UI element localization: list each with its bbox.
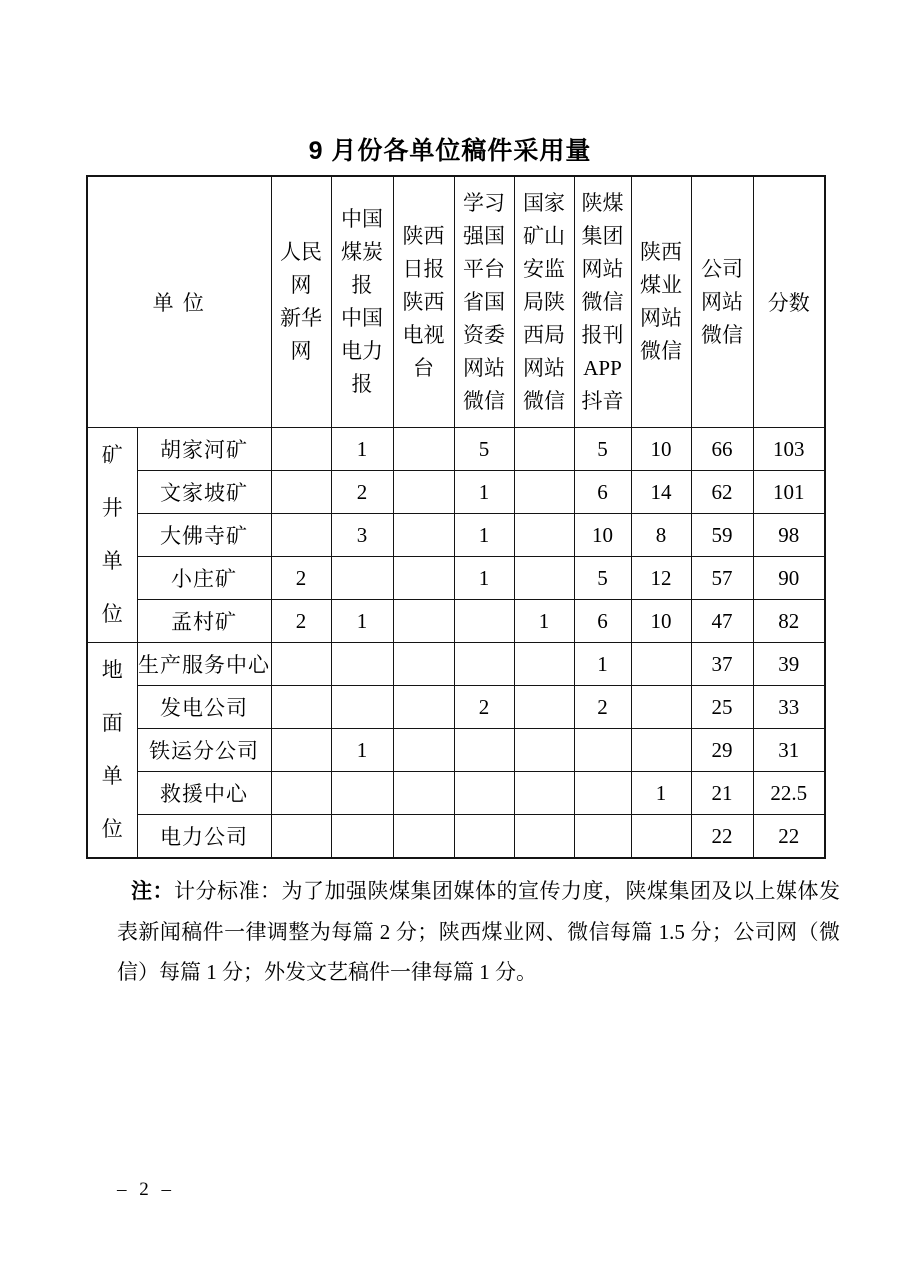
table-header-row xyxy=(87,176,825,428)
value-cell xyxy=(454,600,514,643)
value-cell xyxy=(393,600,454,643)
table-row xyxy=(87,772,825,815)
value-cell xyxy=(514,643,574,686)
value-cell xyxy=(393,815,454,859)
page-number: – 2 – xyxy=(117,1179,175,1200)
value-cell: 1 xyxy=(454,471,514,514)
value-cell xyxy=(331,772,393,815)
value-cell: 1 xyxy=(331,600,393,643)
value-cell xyxy=(271,686,331,729)
value-cell: 1 xyxy=(454,514,514,557)
value-cell xyxy=(331,686,393,729)
value-cell xyxy=(631,729,691,772)
value-cell xyxy=(454,643,514,686)
unit-name: 生产服务中心 xyxy=(137,643,271,686)
value-cell xyxy=(393,686,454,729)
value-cell: 2 xyxy=(454,686,514,729)
value-cell xyxy=(393,428,454,471)
column-header-2: 中国 煤炭 报 中国 电力 报 xyxy=(331,176,393,428)
note xyxy=(117,871,840,992)
value-cell: 62 xyxy=(691,471,753,514)
value-cell xyxy=(631,643,691,686)
value-cell xyxy=(393,772,454,815)
value-cell xyxy=(514,729,574,772)
value-cell xyxy=(514,514,574,557)
score-cell: 22 xyxy=(753,815,825,859)
column-header-8: 公司 网站 微信 xyxy=(691,176,753,428)
value-cell: 29 xyxy=(691,729,753,772)
unit-name: 救援中心 xyxy=(137,772,271,815)
value-cell xyxy=(514,428,574,471)
value-cell: 1 xyxy=(514,600,574,643)
column-header-3: 陕西 日报 陕西 电视 台 xyxy=(393,176,454,428)
value-cell: 2 xyxy=(271,600,331,643)
value-cell xyxy=(393,729,454,772)
unit-name: 电力公司 xyxy=(137,815,271,859)
value-cell xyxy=(393,643,454,686)
value-cell: 1 xyxy=(574,643,631,686)
value-cell: 1 xyxy=(454,557,514,600)
value-cell xyxy=(271,772,331,815)
value-cell xyxy=(271,514,331,557)
unit-name: 胡家河矿 xyxy=(137,428,271,471)
table-row xyxy=(87,557,825,600)
value-cell: 1 xyxy=(631,772,691,815)
unit-name: 铁运分公司 xyxy=(137,729,271,772)
value-cell xyxy=(514,471,574,514)
table-row xyxy=(87,428,825,471)
table-row xyxy=(87,643,825,686)
value-cell xyxy=(514,772,574,815)
value-cell: 2 xyxy=(574,686,631,729)
adoption-table xyxy=(86,175,826,859)
unit-name: 文家坡矿 xyxy=(137,471,271,514)
score-cell: 90 xyxy=(753,557,825,600)
value-cell: 1 xyxy=(331,729,393,772)
value-cell xyxy=(631,815,691,859)
table-row xyxy=(87,600,825,643)
column-header-6: 陕煤 集团 网站 微信 报刊 APP 抖音 xyxy=(574,176,631,428)
unit-name: 发电公司 xyxy=(137,686,271,729)
note-prefix: 注： xyxy=(131,880,174,903)
value-cell: 47 xyxy=(691,600,753,643)
group-label-1: 矿 井 单 位 xyxy=(87,428,137,643)
score-cell: 31 xyxy=(753,729,825,772)
column-header-5: 国家 矿山 安监 局陕 西局 网站 微信 xyxy=(514,176,574,428)
value-cell xyxy=(514,686,574,729)
value-cell xyxy=(454,772,514,815)
value-cell xyxy=(631,686,691,729)
value-cell xyxy=(271,729,331,772)
table-row xyxy=(87,686,825,729)
value-cell: 59 xyxy=(691,514,753,557)
table-row xyxy=(87,471,825,514)
column-header-7: 陕西 煤业 网站 微信 xyxy=(631,176,691,428)
value-cell: 10 xyxy=(631,428,691,471)
value-cell xyxy=(574,815,631,859)
value-cell: 5 xyxy=(454,428,514,471)
score-cell: 98 xyxy=(753,514,825,557)
score-cell: 101 xyxy=(753,471,825,514)
value-cell: 21 xyxy=(691,772,753,815)
value-cell: 5 xyxy=(574,557,631,600)
value-cell xyxy=(574,729,631,772)
value-cell: 25 xyxy=(691,686,753,729)
value-cell: 14 xyxy=(631,471,691,514)
value-cell: 22 xyxy=(691,815,753,859)
column-header-4: 学习 强国 平台 省国 资委 网站 微信 xyxy=(454,176,514,428)
value-cell xyxy=(271,471,331,514)
column-header-1: 人民 网 新华 网 xyxy=(271,176,331,428)
value-cell xyxy=(514,815,574,859)
value-cell xyxy=(393,471,454,514)
table-row xyxy=(87,729,825,772)
value-cell: 8 xyxy=(631,514,691,557)
value-cell xyxy=(514,557,574,600)
value-cell: 6 xyxy=(574,471,631,514)
value-cell: 10 xyxy=(631,600,691,643)
score-header-cell: 分数 xyxy=(753,176,825,428)
table-row xyxy=(87,815,825,859)
score-cell: 33 xyxy=(753,686,825,729)
value-cell: 5 xyxy=(574,428,631,471)
value-cell xyxy=(393,557,454,600)
unit-name: 小庄矿 xyxy=(137,557,271,600)
value-cell xyxy=(331,815,393,859)
note-body: 计分标准：为了加强陕煤集团媒体的宣传力度，陕煤集团及以上媒体发表新闻稿件一律调整为每篇 2 分；陕西煤业网、微信每篇 1.5 分；公司网（微信）每篇 1 分；外发文艺稿件一律每篇 1 分。 xyxy=(117,879,840,984)
table-row xyxy=(87,514,825,557)
value-cell xyxy=(331,557,393,600)
value-cell xyxy=(574,772,631,815)
score-cell: 82 xyxy=(753,600,825,643)
value-cell: 12 xyxy=(631,557,691,600)
unit-name: 孟村矿 xyxy=(137,600,271,643)
group-label-2: 地 面 单 位 xyxy=(87,643,137,859)
value-cell xyxy=(271,643,331,686)
value-cell: 6 xyxy=(574,600,631,643)
value-cell xyxy=(393,514,454,557)
value-cell: 10 xyxy=(574,514,631,557)
score-cell: 103 xyxy=(753,428,825,471)
page-title: 9 月份各单位稿件采用量 xyxy=(308,137,592,165)
unit-header-cell: 单 位 xyxy=(87,176,271,428)
value-cell: 1 xyxy=(331,428,393,471)
value-cell: 3 xyxy=(331,514,393,557)
value-cell xyxy=(271,428,331,471)
unit-name: 大佛寺矿 xyxy=(137,514,271,557)
value-cell: 57 xyxy=(691,557,753,600)
value-cell: 2 xyxy=(271,557,331,600)
value-cell: 2 xyxy=(331,471,393,514)
value-cell: 66 xyxy=(691,428,753,471)
value-cell xyxy=(271,815,331,859)
score-cell: 22.5 xyxy=(753,772,825,815)
value-cell xyxy=(454,729,514,772)
score-cell: 39 xyxy=(753,643,825,686)
value-cell xyxy=(454,815,514,859)
value-cell xyxy=(331,643,393,686)
value-cell: 37 xyxy=(691,643,753,686)
